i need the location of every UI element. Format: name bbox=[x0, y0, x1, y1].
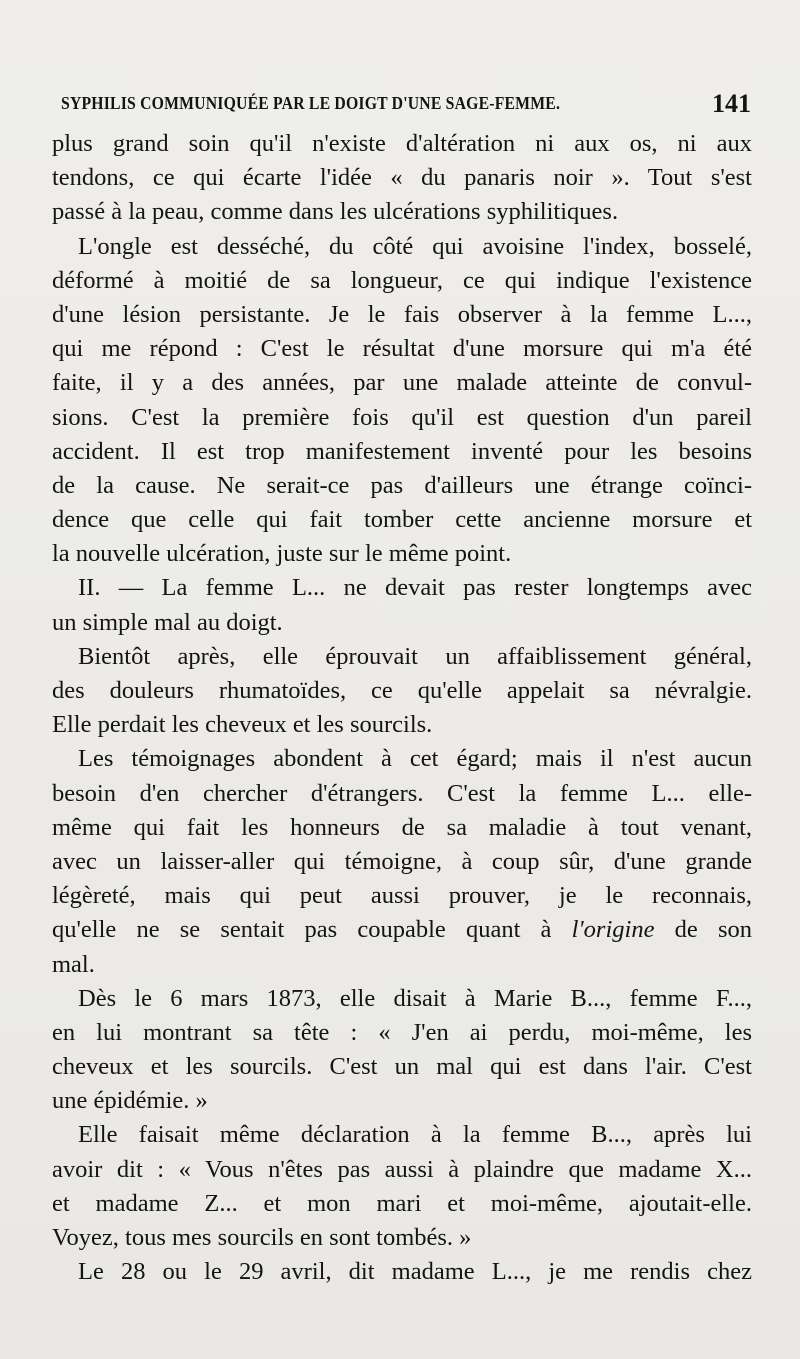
text-line: la nouvelle ulcération, juste sur le même point. bbox=[52, 540, 512, 568]
text-line bbox=[52, 913, 752, 947]
text-line: cheveux et les sourcils. C'est un mal qui est dans l'air. C'est bbox=[52, 1053, 752, 1081]
text-line: Bientôt après, elle éprouvait un affaiblissement général, bbox=[78, 642, 752, 670]
text-line: d'une lésion persistante. Je le fais observer à la femme L..., bbox=[52, 300, 752, 328]
text-line: L'ongle est desséché, du côté qui avoisine l'index, bosselé, bbox=[78, 232, 752, 260]
text-line: une épidémie. » bbox=[52, 1087, 208, 1115]
text-segment: qu'elle ne se sentait pas coupable quant à bbox=[52, 916, 572, 944]
text-line: passé à la peau, comme dans les ulcérations syphilitiques. bbox=[52, 198, 619, 226]
text-line: accident. Il est trop manifestement inventé pour les besoins bbox=[52, 437, 752, 465]
text-line: déformé à moitié de sa longueur, ce qui indique l'existence bbox=[52, 266, 752, 294]
text-line: sions. C'est la première fois qu'il est question d'un pareil bbox=[52, 403, 752, 431]
page-number: 141 bbox=[712, 89, 751, 118]
text-line: de la cause. Ne serait-ce pas d'ailleurs une étrange coïnci- bbox=[52, 471, 752, 499]
text-line: tendons, ce qui écarte l'idée « du panaris noir ». Tout s'est bbox=[52, 164, 752, 192]
text-line: des douleurs rhumatoïdes, ce qu'elle appelait sa névralgie. bbox=[52, 677, 752, 704]
italic-word-origin: l'origine bbox=[571, 916, 655, 944]
text-line: un simple mal au doigt. bbox=[52, 608, 283, 636]
text-line: et madame Z... et mon mari et moi-même, ajoutait-elle. bbox=[52, 1189, 752, 1217]
running-header bbox=[61, 88, 751, 120]
text-line: légèreté, mais qui peut aussi prouver, je le reconnais, bbox=[52, 882, 752, 910]
text-line: Elle faisait même déclaration à la femme B..., après lui bbox=[78, 1121, 752, 1149]
text-line: en lui montrant sa tête : « J'en ai perdu, moi-même, les bbox=[52, 1018, 752, 1046]
text-line: Le 28 ou le 29 avril, dit madame L..., je me rendis chez bbox=[78, 1258, 752, 1286]
text-line: plus grand soin qu'il n'existe d'altération ni aux os, ni aux bbox=[52, 130, 752, 157]
text-line: Voyez, tous mes sourcils en sont tombés. » bbox=[52, 1224, 472, 1251]
text-line: Elle perdait les cheveux et les sourcils. bbox=[52, 711, 433, 739]
running-title: SYPHILIS COMMUNIQUÉE PAR LE DOIGT D'UNE SAGE-FEMME. bbox=[61, 93, 561, 113]
text-line: Dès le 6 mars 1873, elle disait à Marie B..., femme F..., bbox=[78, 984, 752, 1012]
text-line: qui me répond : C'est le résultat d'une morsure qui m'a été bbox=[52, 335, 752, 363]
text-line: mal. bbox=[52, 950, 95, 978]
text-line: faite, il y a des années, par une malade atteinte de convul- bbox=[52, 369, 752, 397]
text-line: II. — La femme L... ne devait pas rester longtemps avec bbox=[78, 574, 752, 602]
text-line: avec un laisser-aller qui témoigne, à coup sûr, d'une grande bbox=[52, 847, 752, 875]
body-text bbox=[52, 127, 752, 1289]
text-segment: de son bbox=[654, 916, 752, 944]
text-line: besoin d'en chercher d'étrangers. C'est la femme L... elle- bbox=[52, 779, 752, 807]
text-line: même qui fait les honneurs de sa maladie à tout venant, bbox=[52, 813, 752, 841]
text-line: avoir dit : « Vous n'êtes pas aussi à plaindre que madame X... bbox=[52, 1155, 752, 1183]
text-line: dence que celle qui fait tomber cette ancienne morsure et bbox=[52, 506, 752, 534]
text-line: Les témoignages abondent à cet égard; mais il n'est aucun bbox=[78, 745, 752, 773]
